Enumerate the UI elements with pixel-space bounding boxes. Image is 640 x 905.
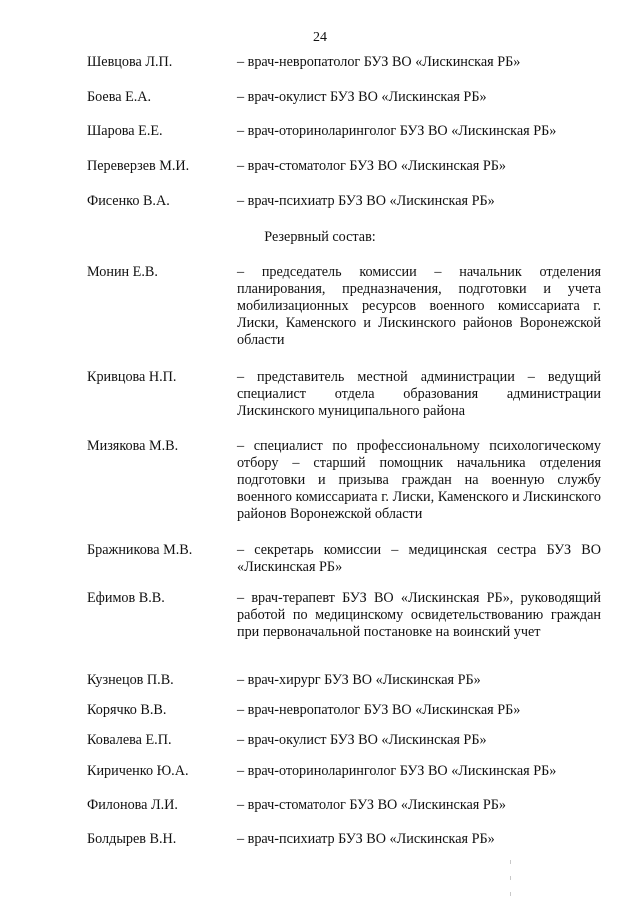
- member-role: – врач-психиатр БУЗ ВО «Лискинская РБ»: [237, 831, 495, 847]
- member-name: Шарова Е.Е.: [87, 123, 163, 139]
- member-role: – врач-окулист БУЗ ВО «Лискинская РБ»: [237, 732, 487, 748]
- member-role: – врач-хирург БУЗ ВО «Лискинская РБ»: [237, 672, 481, 688]
- scan-speck: [510, 876, 511, 880]
- member-name: Кривцова Н.П.: [87, 369, 177, 385]
- member-role: – врач-психиатр БУЗ ВО «Лискинская РБ»: [237, 193, 495, 209]
- member-name: Шевцова Л.П.: [87, 54, 173, 70]
- member-name: Боева Е.А.: [87, 89, 152, 105]
- member-name: Кириченко Ю.А.: [87, 763, 189, 779]
- member-name: Фисенко В.А.: [87, 193, 170, 209]
- scan-speck: [510, 860, 511, 864]
- member-role: – врач-стоматолог БУЗ ВО «Лискинская РБ»: [237, 797, 506, 813]
- member-role: – врач-окулист БУЗ ВО «Лискинская РБ»: [237, 89, 487, 105]
- reserve-heading: Резервный состав:: [264, 229, 376, 245]
- member-name: Ефимов В.В.: [87, 590, 165, 606]
- member-role: – секретарь комиссии – медицинская сестра БУЗ ВО «Лискинская РБ»: [237, 542, 601, 575]
- member-name: Корячко В.В.: [87, 702, 167, 718]
- member-name: Мизякова М.В.: [87, 438, 179, 454]
- member-role: – врач-терапевт БУЗ ВО «Лискинская РБ», руководящий работой по медицинскому освидетельствованию граждан при первоначальной постановке на воинский учет: [237, 590, 601, 640]
- member-name: Переверзев М.И.: [87, 158, 190, 174]
- member-role: – председатель комиссии – начальник отделения планирования, предназначения, подготовки и учета мобилизационных ресурсов военного комиссариата г. Лиски, Каменского и Лискинского районов Воронежской области: [237, 264, 601, 348]
- member-name: Кузнецов П.В.: [87, 672, 174, 688]
- member-name: Ковалева Е.П.: [87, 732, 172, 748]
- member-role: – врач-невропатолог БУЗ ВО «Лискинская РБ»: [237, 702, 521, 718]
- page-number: 24: [313, 30, 327, 45]
- member-name: Бражникова М.В.: [87, 542, 193, 558]
- member-role: – врач-стоматолог БУЗ ВО «Лискинская РБ»: [237, 158, 506, 174]
- scan-speck: [510, 892, 511, 896]
- member-role: – врач-невропатолог БУЗ ВО «Лискинская РБ»: [237, 54, 521, 70]
- member-role: – врач-оториноларинголог БУЗ ВО «Лискинская РБ»: [237, 763, 557, 779]
- member-name: Болдырев В.Н.: [87, 831, 177, 847]
- member-name: Филонова Л.И.: [87, 797, 178, 813]
- member-role: – врач-оториноларинголог БУЗ ВО «Лискинская РБ»: [237, 123, 557, 139]
- member-role: – специалист по профессиональному психологическому отбору – старший помощник начальника отделения подготовки и призыва граждан на военную службу военного комиссариата г. Лиски, Каменского и Лискинского районов Воронежской области: [237, 438, 601, 522]
- member-name: Монин Е.В.: [87, 264, 158, 280]
- member-role: – представитель местной администрации – ведущий специалист отдела образования администрации Лискинского муниципального района: [237, 369, 601, 419]
